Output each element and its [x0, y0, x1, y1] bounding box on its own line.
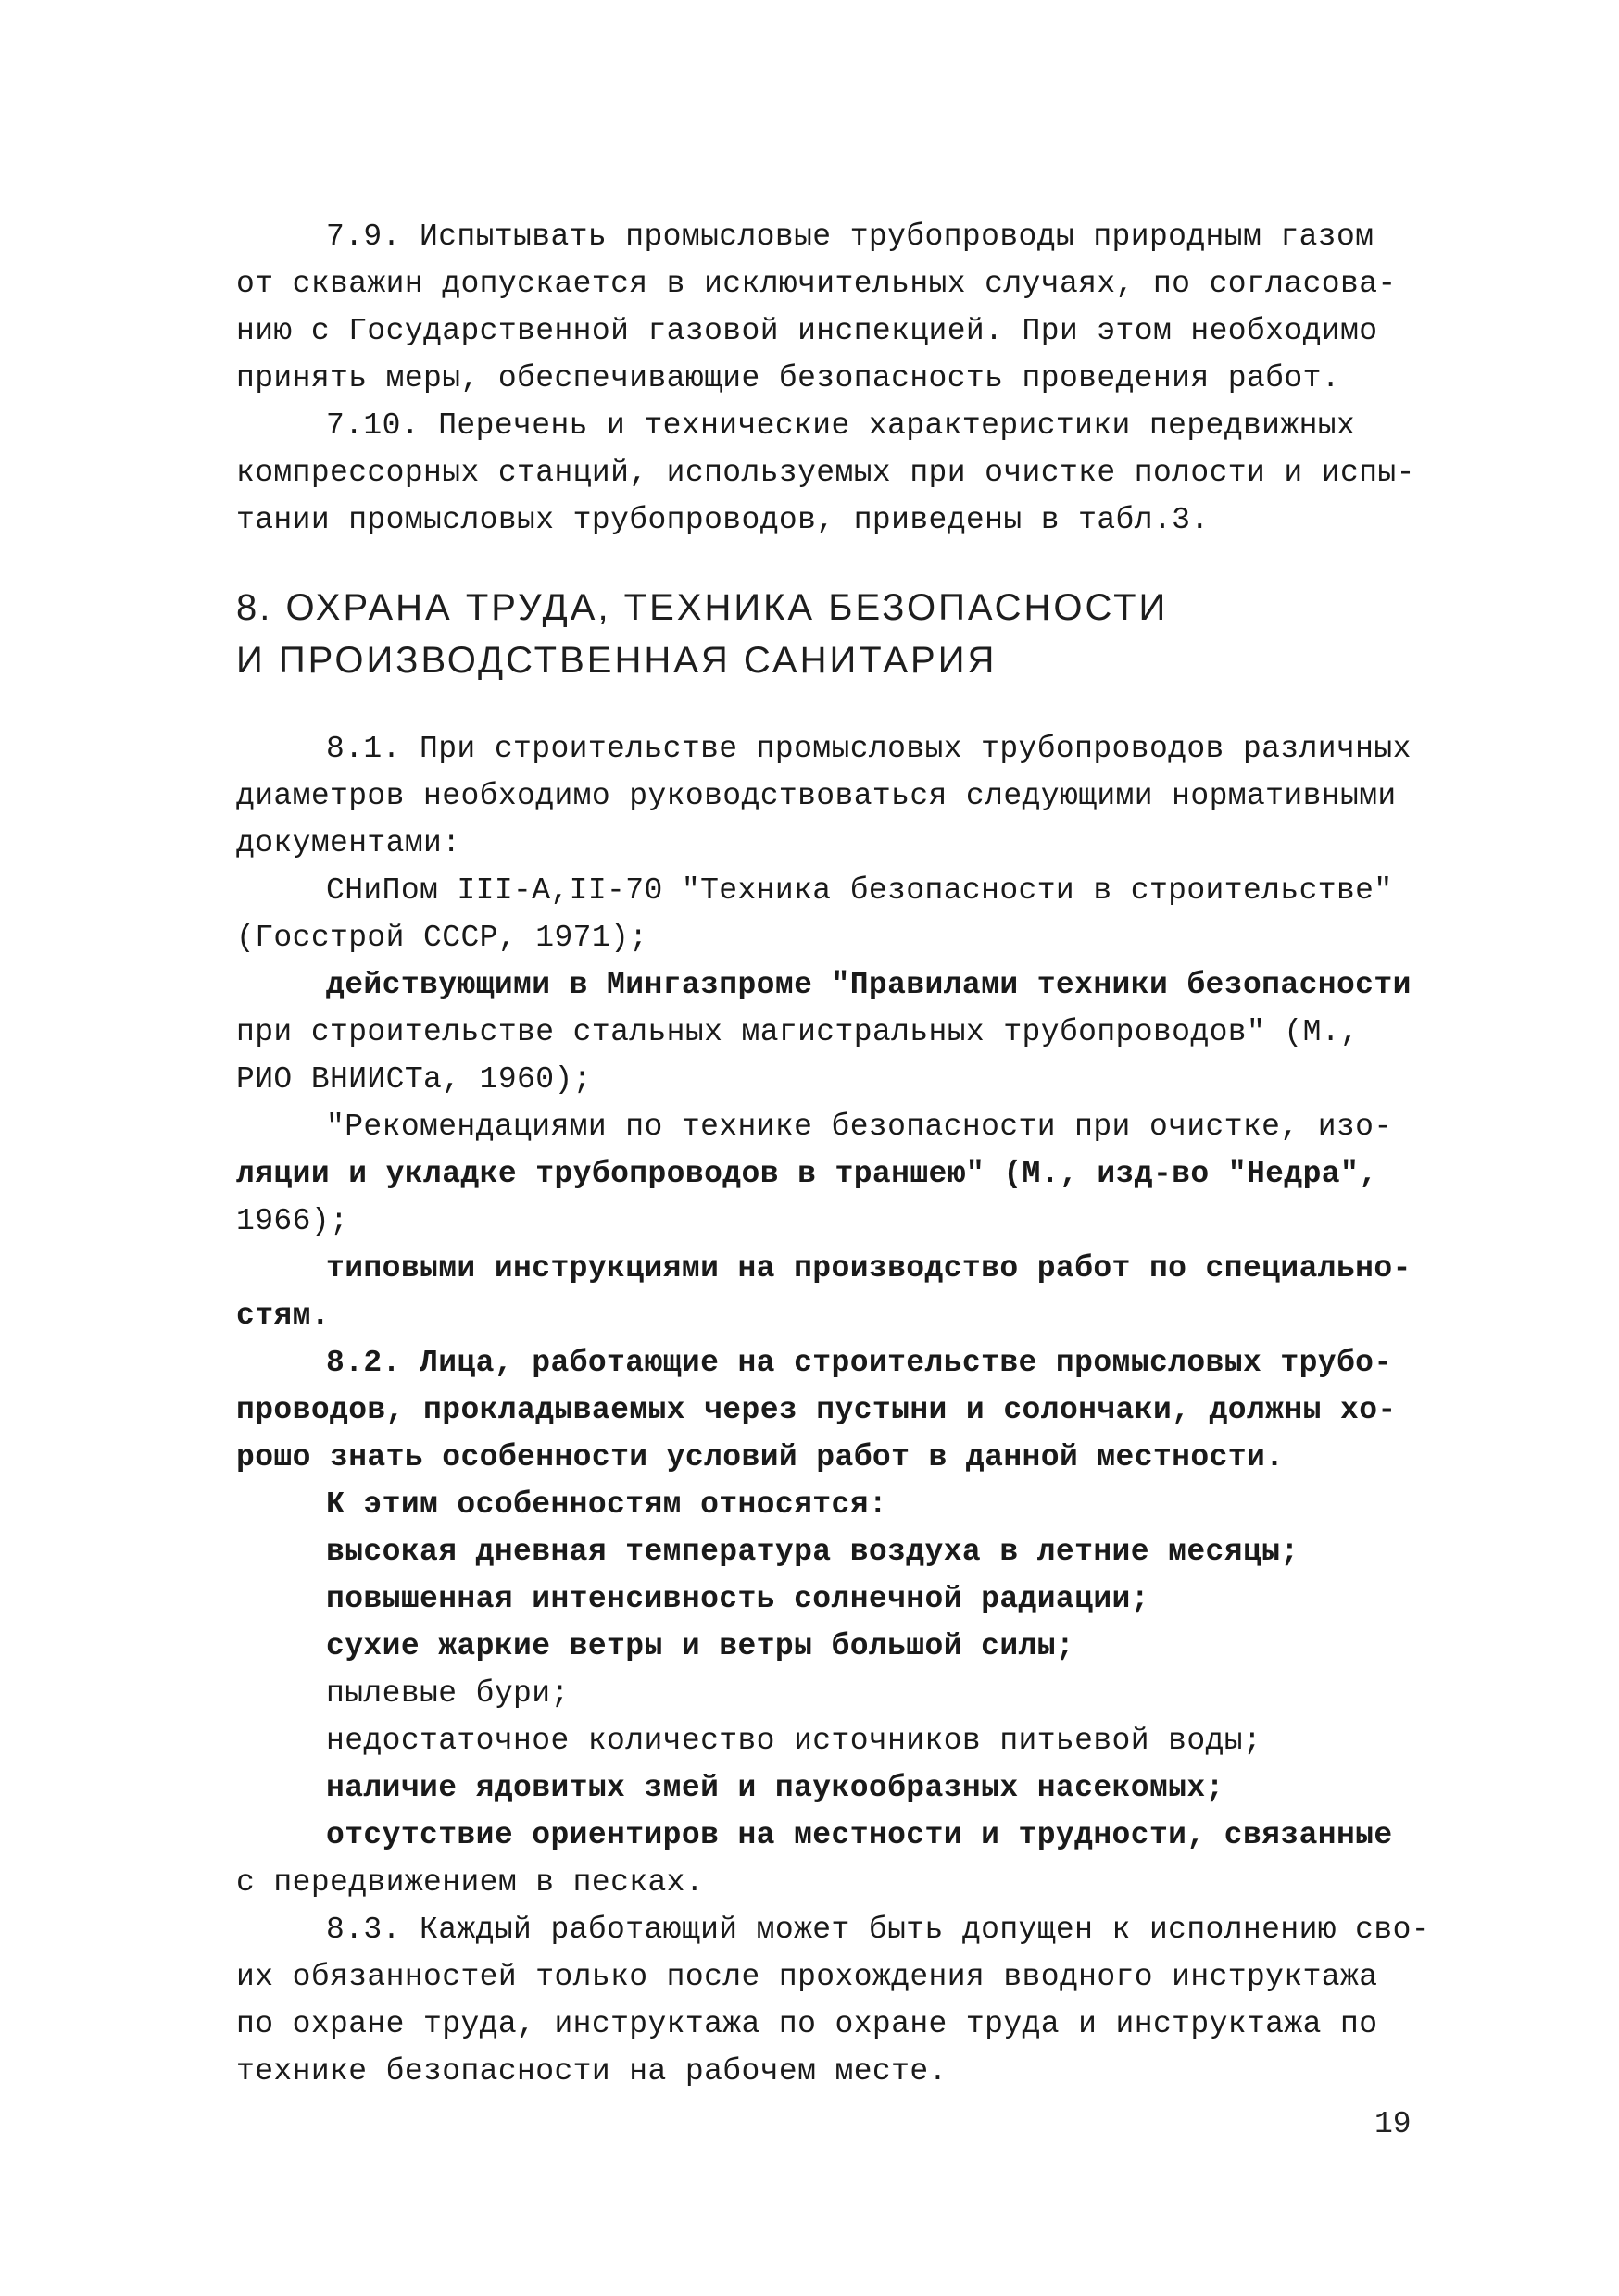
- document-ref-2-line-3: РИО ВНИИСТа, 1960);: [236, 1062, 592, 1097]
- paragraph-8-3-line-4: технике безопасности на рабочем месте.: [236, 2054, 948, 2089]
- document-ref-1-line-2: (Госстрой СССР, 1971);: [236, 921, 648, 955]
- paragraph-7-9-line-3: нию с Государственной газовой инспекцией. При этом необходимо: [236, 314, 1378, 348]
- paragraph-7-9-line-4: принять меры, обеспечивающие безопасность проведения работ.: [236, 361, 1340, 395]
- paragraph-8-3-line-2: их обязанностей только после прохождения вводного инструктажа: [236, 1960, 1378, 1994]
- paragraph-8-2-line-1: 8.2. Лица, работающие на строительстве промысловых трубо-: [326, 1346, 1393, 1380]
- document-ref-3-line-3: 1966);: [236, 1204, 349, 1238]
- paragraph-8-3-line-3: по охране труда, инструктажа по охране труда и инструктажа по: [236, 2007, 1378, 2041]
- feature-item: наличие ядовитых змей и паукообразных насекомых;: [326, 1771, 1224, 1805]
- feature-item: высокая дневная температура воздуха в летние месяцы;: [326, 1535, 1299, 1569]
- document-ref-4-line-2: стям.: [236, 1299, 331, 1333]
- document-ref-2-line-2: при строительстве стальных магистральных трубопроводов" (М.,: [236, 1015, 1360, 1049]
- paragraph-7-10-line-1: 7.10. Перечень и технические характеристики передвижных: [326, 408, 1356, 443]
- feature-item: недостаточное количество источников питьевой воды;: [326, 1724, 1262, 1758]
- document-ref-4-line-1: типовыми инструкциями на производство работ по специально-: [326, 1251, 1412, 1286]
- document-ref-3-line-2: ляции и укладке трубопроводов в траншею" (М., изд-во "Недра",: [236, 1157, 1378, 1191]
- feature-item-tail: с передвижением в песках.: [236, 1865, 705, 1900]
- document-ref-2-line-1: действующими в Мингазпроме "Правилами техники безопасности: [326, 968, 1412, 1002]
- page-number: 19: [1374, 2107, 1412, 2141]
- paragraph-8-1-line-3: документами:: [236, 826, 461, 860]
- paragraph-8-2-line-3: рошо знать особенности условий работ в данной местности.: [236, 1440, 1285, 1474]
- feature-item: сухие жаркие ветры и ветры большой силы;: [326, 1629, 1075, 1663]
- document-ref-1-line-1: СНиПом III-А,II-70 "Техника безопасности в строительстве": [326, 873, 1393, 908]
- features-intro: К этим особенностям относятся:: [326, 1487, 888, 1522]
- paragraph-7-9-line-1: 7.9. Испытывать промысловые трубопроводы природным газом: [326, 220, 1374, 254]
- paragraph-7-9-line-2: от скважин допускается в исключительных случаях, по согласова-: [236, 267, 1397, 301]
- feature-item: повышенная интенсивность солнечной радиации;: [326, 1582, 1149, 1616]
- paragraph-8-2-line-2: проводов, прокладываемых через пустыни и солончаки, должны хо-: [236, 1393, 1397, 1427]
- paragraph-8-3-line-1: 8.3. Каждый работающий может быть допущен к исполнению сво-: [326, 1913, 1430, 1947]
- paragraph-8-1-line-2: диаметров необходимо руководствоваться следующими нормативными: [236, 779, 1397, 813]
- section-8-heading-line-1: 8. ОХРАНА ТРУДА, ТЕХНИКА БЕЗОПАСНОСТИ: [236, 587, 1169, 628]
- feature-item: пылевые бури;: [326, 1676, 570, 1711]
- paragraph-8-1-line-1: 8.1. При строительстве промысловых трубопроводов различных: [326, 732, 1412, 766]
- paragraph-7-10-line-3: тании промысловых трубопроводов, приведены в табл.3.: [236, 503, 1210, 537]
- paragraph-7-10-line-2: компрессорных станций, используемых при очистке полости и испы-: [236, 456, 1415, 490]
- feature-item: отсутствие ориентиров на местности и трудности, связанные: [326, 1818, 1393, 1852]
- document-ref-3-line-1: "Рекомендациями по технике безопасности при очистке, изо-: [326, 1110, 1393, 1144]
- section-8-heading-line-2: И ПРОИЗВОДСТВЕННАЯ САНИТАРИЯ: [236, 640, 998, 681]
